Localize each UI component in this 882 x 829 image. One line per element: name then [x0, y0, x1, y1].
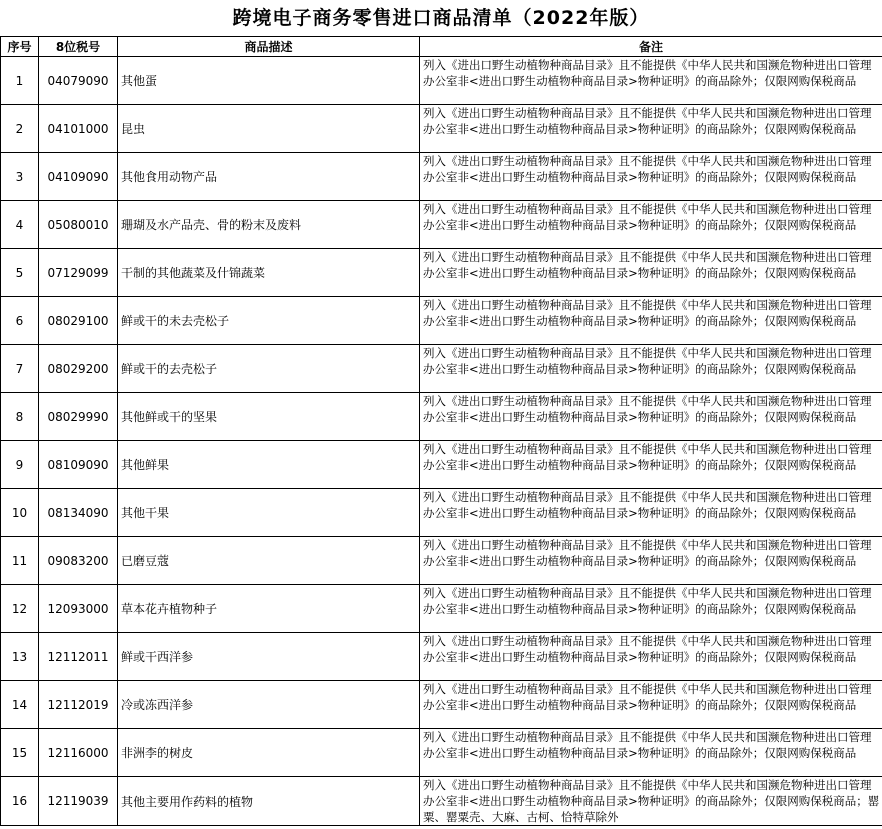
- row-remarks: 列入《进出口野生动植物种商品目录》且不能提供《中华人民共和国濒危物种进出口管理办公室非<进出口野生动植物种商品目录>物种证明》的商品除外；仅限网购保税商品: [420, 249, 882, 297]
- row-tax-code: 04079090: [39, 57, 118, 105]
- table-row: [1, 729, 882, 777]
- row-remarks: 列入《进出口野生动植物种商品目录》且不能提供《中华人民共和国濒危物种进出口管理办公室非<进出口野生动植物种商品目录>物种证明》的商品除外；仅限网购保税商品: [420, 633, 882, 681]
- row-remarks: 列入《进出口野生动植物种商品目录》且不能提供《中华人民共和国濒危物种进出口管理办公室非<进出口野生动植物种商品目录>物种证明》的商品除外；仅限网购保税商品: [420, 105, 882, 153]
- row-index: 9: [1, 441, 39, 489]
- row-remarks: 列入《进出口野生动植物种商品目录》且不能提供《中华人民共和国濒危物种进出口管理办公室非<进出口野生动植物种商品目录>物种证明》的商品除外；仅限网购保税商品: [420, 537, 882, 585]
- row-index: 15: [1, 729, 39, 777]
- row-description: 非洲李的树皮: [118, 729, 420, 777]
- row-tax-code: 08109090: [39, 441, 118, 489]
- row-description: 其他主要用作药料的植物: [118, 777, 420, 826]
- row-index: 6: [1, 297, 39, 345]
- row-index: 13: [1, 633, 39, 681]
- row-index: 11: [1, 537, 39, 585]
- row-tax-code: 08029100: [39, 297, 118, 345]
- row-index: 10: [1, 489, 39, 537]
- row-index: 16: [1, 777, 39, 826]
- row-tax-code: 12119039: [39, 777, 118, 826]
- row-tax-code: 08134090: [39, 489, 118, 537]
- row-remarks: 列入《进出口野生动植物种商品目录》且不能提供《中华人民共和国濒危物种进出口管理办公室非<进出口野生动植物种商品目录>物种证明》的商品除外；仅限网购保税商品；罂粟、罂粟壳、大麻、古柯、恰特草除外: [420, 777, 882, 826]
- goods-table: [0, 36, 882, 826]
- table-row: [1, 105, 882, 153]
- table-row: [1, 57, 882, 105]
- table-row: [1, 393, 882, 441]
- row-description: 鲜或干的未去壳松子: [118, 297, 420, 345]
- table-row: [1, 153, 882, 201]
- row-index: 3: [1, 153, 39, 201]
- header-tax-code: 8位税号: [39, 37, 118, 57]
- row-tax-code: 04101000: [39, 105, 118, 153]
- table-row: [1, 681, 882, 729]
- page-title: 跨境电子商务零售进口商品清单（2022年版）: [232, 7, 650, 29]
- row-description: 已磨豆蔻: [118, 537, 420, 585]
- row-description: 草本花卉植物种子: [118, 585, 420, 633]
- row-tax-code: 08029990: [39, 393, 118, 441]
- row-index: 7: [1, 345, 39, 393]
- row-description: 鲜或干的去壳松子: [118, 345, 420, 393]
- header-description: 商品描述: [118, 37, 420, 57]
- header-index: 序号: [1, 37, 39, 57]
- row-description: 鲜或干西洋参: [118, 633, 420, 681]
- table-row: [1, 537, 882, 585]
- row-description: 其他食用动物产品: [118, 153, 420, 201]
- row-description: 珊瑚及水产品壳、骨的粉末及废料: [118, 201, 420, 249]
- table-row: [1, 489, 882, 537]
- table-row: [1, 345, 882, 393]
- row-index: 4: [1, 201, 39, 249]
- row-tax-code: 04109090: [39, 153, 118, 201]
- row-index: 5: [1, 249, 39, 297]
- row-remarks: 列入《进出口野生动植物种商品目录》且不能提供《中华人民共和国濒危物种进出口管理办公室非<进出口野生动植物种商品目录>物种证明》的商品除外；仅限网购保税商品: [420, 393, 882, 441]
- table-row: [1, 777, 882, 826]
- row-remarks: 列入《进出口野生动植物种商品目录》且不能提供《中华人民共和国濒危物种进出口管理办公室非<进出口野生动植物种商品目录>物种证明》的商品除外；仅限网购保税商品: [420, 57, 882, 105]
- table-row: [1, 441, 882, 489]
- row-tax-code: 12112011: [39, 633, 118, 681]
- row-remarks: 列入《进出口野生动植物种商品目录》且不能提供《中华人民共和国濒危物种进出口管理办公室非<进出口野生动植物种商品目录>物种证明》的商品除外；仅限网购保税商品: [420, 297, 882, 345]
- row-tax-code: 12116000: [39, 729, 118, 777]
- table-header-row: [1, 37, 882, 57]
- row-tax-code: 05080010: [39, 201, 118, 249]
- row-remarks: 列入《进出口野生动植物种商品目录》且不能提供《中华人民共和国濒危物种进出口管理办公室非<进出口野生动植物种商品目录>物种证明》的商品除外；仅限网购保税商品: [420, 489, 882, 537]
- row-description: 其他鲜或干的坚果: [118, 393, 420, 441]
- table-row: [1, 201, 882, 249]
- row-remarks: 列入《进出口野生动植物种商品目录》且不能提供《中华人民共和国濒危物种进出口管理办公室非<进出口野生动植物种商品目录>物种证明》的商品除外；仅限网购保税商品: [420, 201, 882, 249]
- row-description: 其他干果: [118, 489, 420, 537]
- header-remarks: 备注: [420, 37, 882, 57]
- row-remarks: 列入《进出口野生动植物种商品目录》且不能提供《中华人民共和国濒危物种进出口管理办公室非<进出口野生动植物种商品目录>物种证明》的商品除外；仅限网购保税商品: [420, 345, 882, 393]
- row-description: 干制的其他蔬菜及什锦蔬菜: [118, 249, 420, 297]
- table-row: [1, 633, 882, 681]
- row-index: 14: [1, 681, 39, 729]
- table-row: [1, 297, 882, 345]
- row-remarks: 列入《进出口野生动植物种商品目录》且不能提供《中华人民共和国濒危物种进出口管理办公室非<进出口野生动植物种商品目录>物种证明》的商品除外；仅限网购保税商品: [420, 729, 882, 777]
- table-row: [1, 585, 882, 633]
- row-description: 昆虫: [118, 105, 420, 153]
- row-description: 冷或冻西洋参: [118, 681, 420, 729]
- row-tax-code: 12093000: [39, 585, 118, 633]
- row-tax-code: 12112019: [39, 681, 118, 729]
- row-tax-code: 09083200: [39, 537, 118, 585]
- row-tax-code: 08029200: [39, 345, 118, 393]
- row-tax-code: 07129099: [39, 249, 118, 297]
- row-index: 2: [1, 105, 39, 153]
- row-index: 12: [1, 585, 39, 633]
- row-remarks: 列入《进出口野生动植物种商品目录》且不能提供《中华人民共和国濒危物种进出口管理办公室非<进出口野生动植物种商品目录>物种证明》的商品除外；仅限网购保税商品: [420, 441, 882, 489]
- row-index: 8: [1, 393, 39, 441]
- row-description: 其他鲜果: [118, 441, 420, 489]
- row-index: 1: [1, 57, 39, 105]
- row-remarks: 列入《进出口野生动植物种商品目录》且不能提供《中华人民共和国濒危物种进出口管理办公室非<进出口野生动植物种商品目录>物种证明》的商品除外；仅限网购保税商品: [420, 681, 882, 729]
- table-row: [1, 249, 882, 297]
- row-remarks: 列入《进出口野生动植物种商品目录》且不能提供《中华人民共和国濒危物种进出口管理办公室非<进出口野生动植物种商品目录>物种证明》的商品除外；仅限网购保税商品: [420, 153, 882, 201]
- row-description: 其他蛋: [118, 57, 420, 105]
- row-remarks: 列入《进出口野生动植物种商品目录》且不能提供《中华人民共和国濒危物种进出口管理办公室非<进出口野生动植物种商品目录>物种证明》的商品除外；仅限网购保税商品: [420, 585, 882, 633]
